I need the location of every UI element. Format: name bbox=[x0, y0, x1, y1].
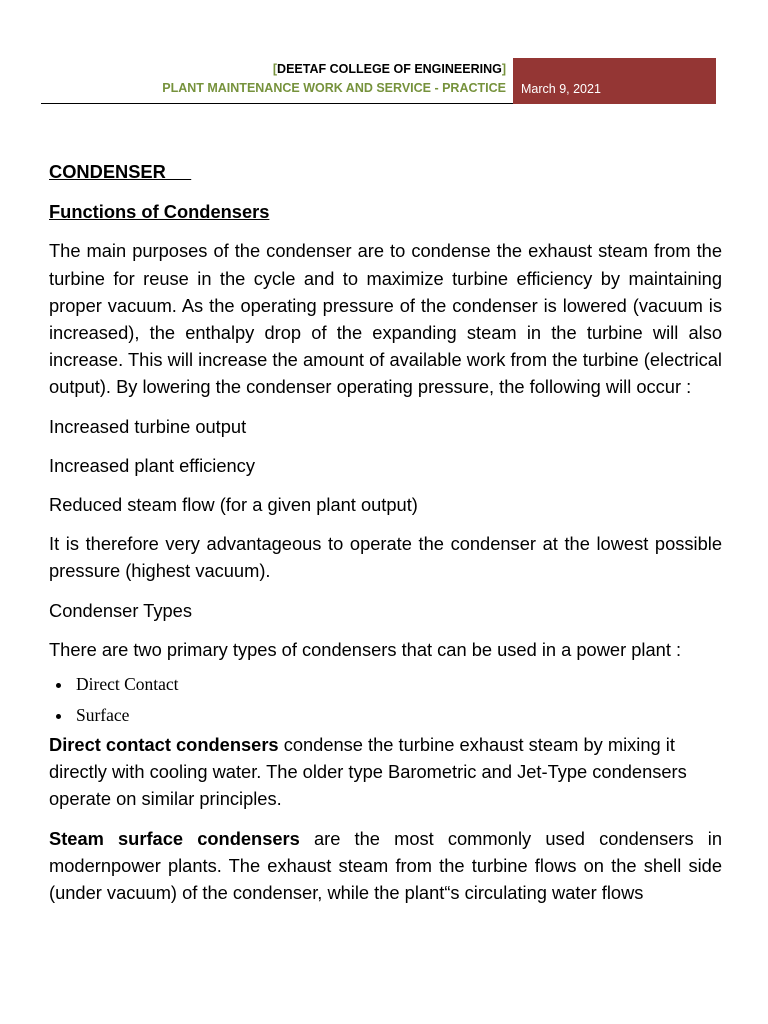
types-intro: There are two primary types of condensers that can be used in a power plant : bbox=[49, 638, 682, 660]
direct-contact-paragraph: Direct contact condensers condense the turbine exhaust steam by mixing it directly with cooling water. The older type Barometric and Jet-Type condensers operate on similar principles. bbox=[49, 734, 687, 810]
header-divider bbox=[41, 103, 513, 104]
effect-item: Increased turbine output bbox=[49, 415, 247, 437]
effect-item: Increased plant efficiency bbox=[49, 454, 255, 476]
effect-item: Reduced steam flow (for a given plant output) bbox=[49, 494, 418, 516]
header-date: March 9, 2021 bbox=[513, 58, 716, 104]
college-name: [DEETAF COLLEGE OF ENGINEERING] bbox=[272, 62, 506, 76]
section-heading: Functions of Condensers bbox=[49, 201, 270, 223]
surface-paragraph: Steam surface condensers are the most commonly used condensers in modernpower plants. The exhaust steam from the turbine flows on the shell side (under vacuum) of the condenser, while the plant“s circulating water flows bbox=[49, 827, 722, 904]
intro-paragraph: The main purposes of the condenser are to condense the exhaust steam from the turbine for reuse in the cycle and to maximize turbine efficiency by maintaining proper vacuum. As the operating pressure of the condenser is lowered (vacuum is increased), the enthalpy drop of the expanding steam in the turbine will also increase. This will increase the amount of available work from the turbine (electrical output). By lowering the condenser operating pressure, the following will occur : bbox=[49, 240, 722, 398]
document-body bbox=[49, 158, 722, 906]
types-list bbox=[49, 669, 722, 731]
course-title: PLANT MAINTENANCE WORK AND SERVICE - PRACTICE bbox=[162, 81, 506, 95]
advantage-paragraph: It is therefore very advantageous to operate the condenser at the lowest possible pressure (highest vacuum). bbox=[49, 533, 722, 582]
document-title: CONDENSER bbox=[49, 161, 192, 182]
surface-label: Steam surface condensers bbox=[49, 827, 300, 849]
running-header bbox=[40, 60, 506, 98]
types-heading: Condenser Types bbox=[49, 599, 192, 621]
list-item: • Direct Contact bbox=[73, 669, 722, 700]
list-item: • Surface bbox=[73, 700, 722, 731]
direct-contact-label: Direct contact condensers bbox=[49, 734, 279, 756]
